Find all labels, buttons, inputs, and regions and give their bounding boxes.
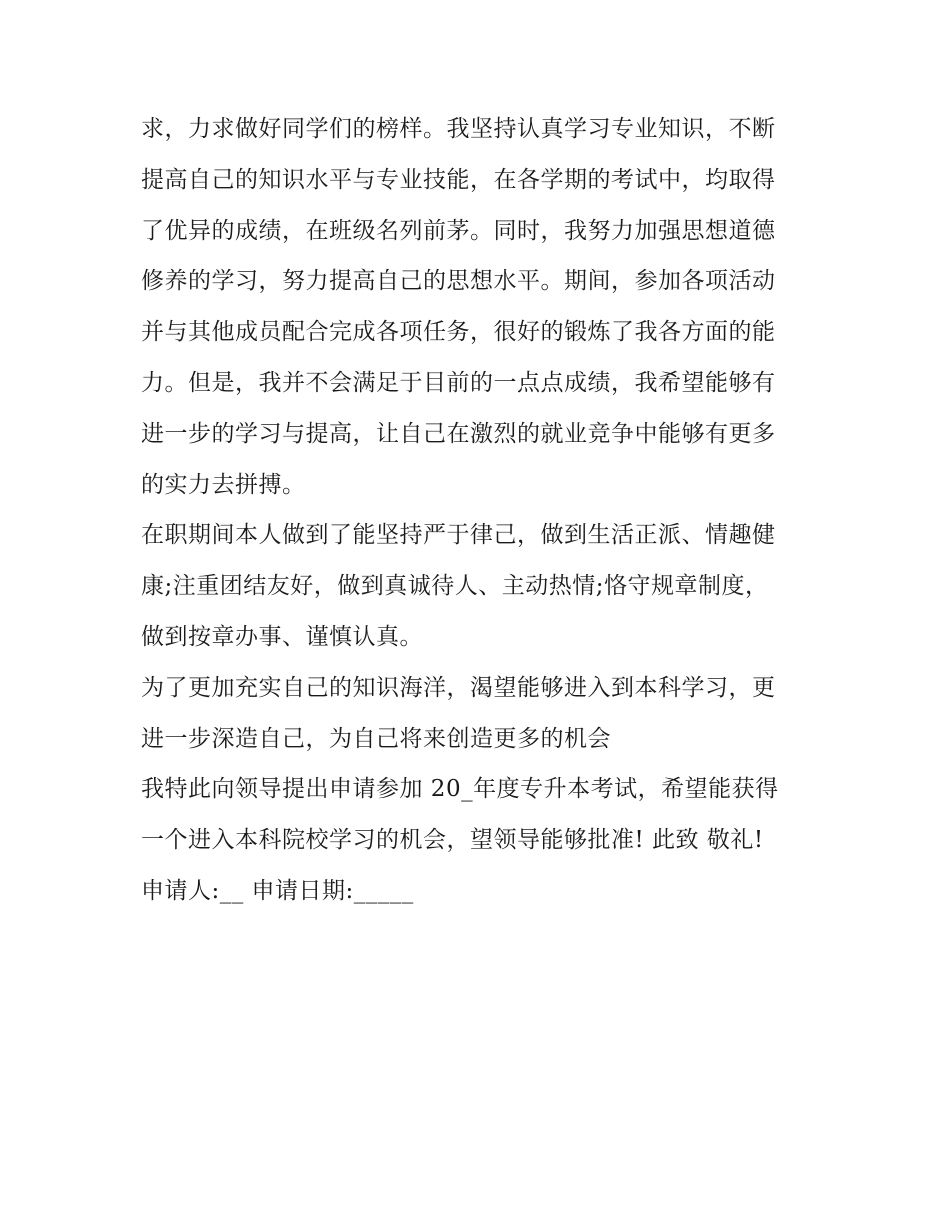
text-line: 并与其他成员配合完成各项任务，很好的锻炼了我各方面的能 xyxy=(141,319,776,346)
text-line: 我特此向领导提出申请参加 20_年度专升本考试，希望能获得 xyxy=(141,776,779,803)
text-line: 康;注重团结友好，做到真诚待人、主动热情;恪守规章制度， xyxy=(141,573,769,600)
text-line: 力。但是，我并不会满足于目前的一点点成绩，我希望能够有 xyxy=(141,369,776,396)
text-line: 修养的学习，努力提高自己的思想水平。期间，参加各项活动 xyxy=(141,268,776,295)
text-line: 进一步的学习与提高，让自己在激烈的就业竞争中能够有更多 xyxy=(141,420,776,447)
text-line: 进一步深造自己，为自己将来创造更多的机会 xyxy=(141,725,611,752)
text-line: 一个进入本科院校学习的机会，望领导能够批准! 此致 敬礼! xyxy=(141,827,764,854)
text-line: 在职期间本人做到了能坚持严于律己，做到生活正派、情趣健 xyxy=(141,522,776,549)
text-line: 了优异的成绩，在班级名列前茅。同时，我努力加强思想道德 xyxy=(141,217,776,244)
text-line: 为了更加充实自己的知识海洋，渴望能够进入到本科学习，更 xyxy=(141,674,776,701)
text-line: 求，力求做好同学们的榜样。我坚持认真学习专业知识，不断 xyxy=(141,116,776,142)
text-line: 的实力去拼搏。 xyxy=(141,471,306,498)
text-line: 提高自己的知识水平与专业技能，在各学期的考试中，均取得 xyxy=(141,166,776,193)
signature-line: 申请人:__ 申请日期:_____ xyxy=(141,877,414,904)
text-line: 做到按章办事、谨慎认真。 xyxy=(141,623,423,650)
document-body xyxy=(141,104,813,917)
